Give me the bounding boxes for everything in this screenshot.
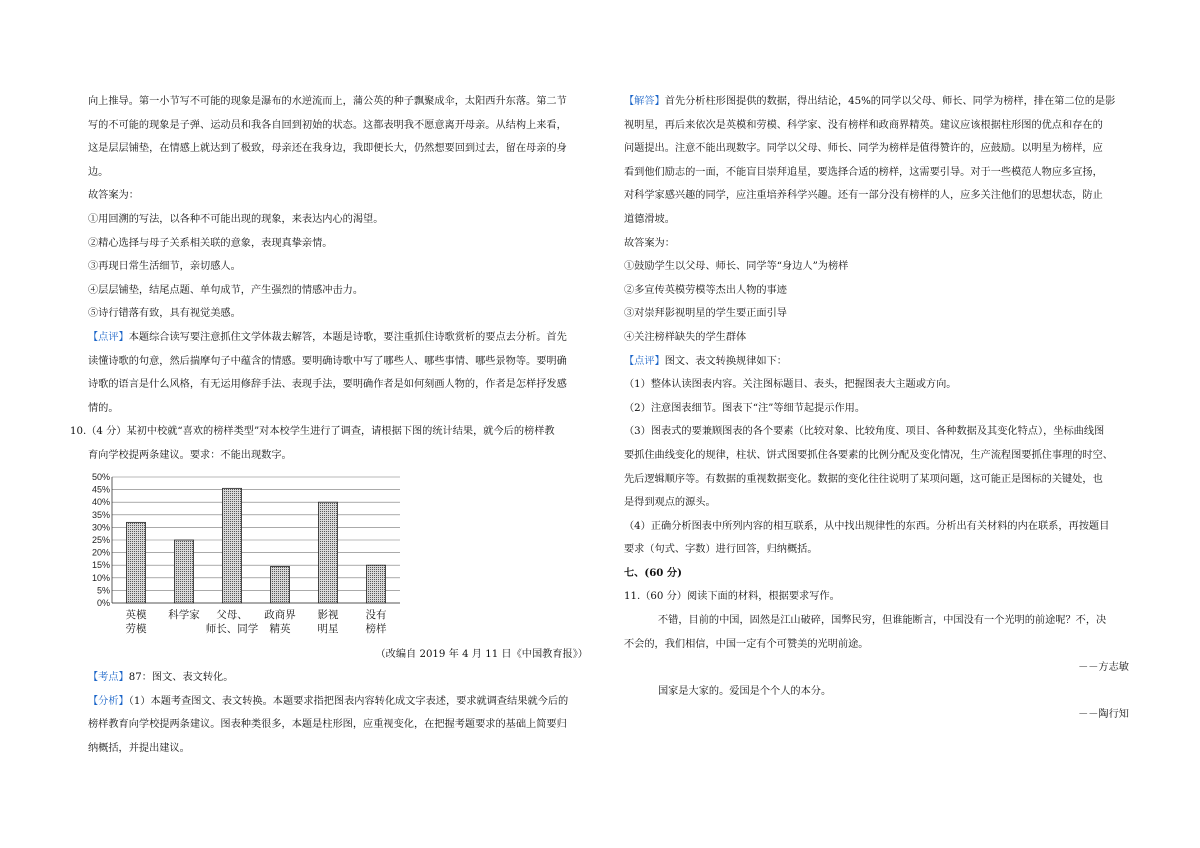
quote-1-line: 不错，目前的中国，固然是江山破碎，国弊民穷，但谁能断言，中国没有一个光明的前途呢？不，决 xyxy=(658,615,1107,627)
left-column xyxy=(70,90,588,760)
bar xyxy=(367,565,386,603)
comment-line: 读懂诗歌的句意，然后揣摩句子中蕴含的情感。要明确诗歌中写了哪些人、哪些事情、哪些景物等。要明确 xyxy=(88,355,567,367)
kaodian-text: 87：图文、表文转化。 xyxy=(128,672,234,684)
question-11: 11.（60 分）阅读下面的材料，根据要求写作。 xyxy=(624,591,840,603)
intro-line: 边。 xyxy=(88,166,109,178)
jieda-line: 问题提出。注意不能出现数字。同学以父母、师长、同学为榜样是值得赞许的，应鼓励。以明星为榜样，应 xyxy=(624,143,1103,155)
x-category-label: 父母、 xyxy=(216,608,248,621)
dianping-text: 图文、表文转换规律如下： xyxy=(664,355,787,367)
kaodian-tag: 【考点】 xyxy=(88,672,129,684)
chart-caption: （改编自 2019 年 4 月 11 日《中国教育报》） xyxy=(375,648,588,660)
fenxi-line: 纳概括，并提出建议。 xyxy=(88,742,190,754)
fenxi-tag: 【分析】 xyxy=(88,695,129,707)
y-tick-label: 45% xyxy=(91,484,110,495)
y-tick-label: 10% xyxy=(91,572,110,583)
answer-item: ②多宣传英模劳模等杰出人物的事迹 xyxy=(624,284,787,296)
jieda-line: 对科学家感兴趣的同学，应注重培养科学兴趣。还有一部分没有榜样的人，应多关注他们的思想状态，防止 xyxy=(624,190,1103,202)
answer-item: ③对崇拜影视明星的学生要正面引导 xyxy=(624,308,787,320)
x-category-label: 明星 xyxy=(317,622,339,635)
y-tick-label: 50% xyxy=(91,471,110,482)
rule-line: 先后逻辑顺序等。有数据的重视数据变化。数据的变化往往说明了某项问题，这可能正是图标的关键处，也 xyxy=(624,473,1103,485)
answer-item: ⑤诗行错落有致，具有视觉美感。 xyxy=(88,308,241,320)
intro-line: 写的不可能的现象是子弹、运动员和我各自回到初始的状态。这都表明我不愿意离开母亲。从结构上来看， xyxy=(88,119,567,131)
intro-line: 向上推导。第一小节写不可能的现象是瀑布的水逆流而上，蒲公英的种子飘聚成伞，太阳西升东落。第二节 xyxy=(88,96,567,107)
x-category-label: 精英 xyxy=(269,622,291,635)
quote-2-author: －－陶行知 xyxy=(1078,709,1129,721)
comment-line: 本题综合读写要注意抓住文学体裁去解答，本题是诗歌，要注重抓住诗歌赏析的要点去分析。首先 xyxy=(128,331,567,343)
bar xyxy=(127,522,146,603)
y-tick-label: 40% xyxy=(91,496,110,507)
jieda-line: 道德滑坡。 xyxy=(624,213,675,225)
x-category-label: 榜样 xyxy=(365,622,387,635)
bar xyxy=(271,566,290,603)
answer-item: ①鼓励学生以父母、师长、同学等“身边人”为榜样 xyxy=(624,261,849,273)
answer-item: ②精心选择与母子关系相关联的意象，表现真挚亲情。 xyxy=(88,237,333,249)
bar xyxy=(319,502,338,603)
jieda-tag: 【解答】 xyxy=(624,96,665,107)
comment-line: 情的。 xyxy=(88,402,119,414)
comment-paragraph xyxy=(88,326,588,350)
jieda-line: 视明星，再后来依次是英模和劳模、科学家、没有榜样和政商界精英。建议应该根据柱形图的优点和存在的 xyxy=(624,119,1103,131)
x-category-label: 政商界 xyxy=(264,608,296,621)
x-category-label: 师长、同学 xyxy=(205,622,259,635)
y-tick-label: 0% xyxy=(96,597,110,608)
rule-line: （4）正确分析图表中所列内容的相互联系，从中找出规律性的东西。分析出有关材料的内在联系，再按题目 xyxy=(624,520,1110,532)
y-tick-label: 5% xyxy=(96,584,110,595)
section-7-heading: 七、(60 分) xyxy=(624,566,682,579)
answer-item: ③再现日常生活细节，亲切感人。 xyxy=(88,261,241,273)
answer-item: ④关注榜样缺失的学生群体 xyxy=(624,331,747,343)
bar-chart-svg xyxy=(88,471,588,643)
jieda-paragraph xyxy=(624,90,1129,114)
bar xyxy=(175,540,194,603)
question-10-line: 10.（4 分）某初中校就“喜欢的榜样类型”对本校学生进行了调查，请根据下图的统计结果，就今后的榜样教 xyxy=(70,426,555,438)
answer-label: 故答案为： xyxy=(88,190,139,202)
fenxi-line: （1）本题考查图文、表文转换。本题要求指把图表内容转化成文字表述，要求就调查结果就今后的 xyxy=(128,695,569,707)
comment-line: 诗歌的语言是什么风格，有无运用修辞手法、表现手法，要明确作者是如何刻画人物的，作者是怎样抒发感 xyxy=(88,379,567,391)
fenxi-paragraph xyxy=(88,690,588,714)
y-tick-label: 15% xyxy=(91,559,110,570)
x-category-label: 英模 xyxy=(125,608,147,621)
x-category-label: 没有 xyxy=(365,608,387,621)
bar xyxy=(223,488,242,603)
quote-2: 国家是大家的。爱国是个个人的本分。 xyxy=(658,685,832,697)
answer-label: 故答案为： xyxy=(624,237,675,249)
question-10-line: 育向学校提两条建议。要求：不能出现数字。 xyxy=(88,449,292,461)
quote-1-author: －－方志敏 xyxy=(1078,662,1129,674)
jieda-line: 看到他们励志的一面，不能盲目崇拜追星，要选择合适的榜样，这需要引导。对于一些模范人物应多宣扬， xyxy=(624,166,1103,178)
y-tick-label: 30% xyxy=(91,521,110,532)
rule-line: （2）注意图表细节。图表下“注”等细节起提示作用。 xyxy=(624,402,866,414)
dianping-tag: 【点评】 xyxy=(624,355,665,367)
x-category-label: 科学家 xyxy=(168,608,200,621)
comment-tag: 【点评】 xyxy=(88,331,129,343)
rule-line: （3）图表式的要兼顾图表的各个要素（比较对象、比较角度、项目、各种数据及其变化特点），坐标曲线图 xyxy=(624,426,1105,438)
x-category-label: 影视 xyxy=(317,608,339,621)
dianping-paragraph xyxy=(624,350,1129,374)
answer-item: ①用回溯的写法，以各种不可能出现的现象，来表达内心的渴望。 xyxy=(88,213,384,225)
y-tick-label: 35% xyxy=(91,509,110,520)
rule-line: 要求（句式、字数）进行回答，归纳概括。 xyxy=(624,544,818,556)
jieda-line: 首先分析柱形图提供的数据，得出结论，45%的同学以父母、师长、同学为榜样，排在第二位的是影 xyxy=(664,96,1116,107)
rule-line: 是得到观点的源头。 xyxy=(624,497,716,509)
y-tick-label: 20% xyxy=(91,547,110,558)
intro-line: 这是层层铺垫，在情感上就达到了极致，母亲还在我身边，我即便长大，仍然想要回到过去，留在母亲的身 xyxy=(88,143,567,155)
rule-line: 要抓住曲线变化的规律，柱状、饼式图要抓住各要素的比例分配及变化情况，生产流程图要抓住事理的时空、 xyxy=(624,449,1113,461)
quote-1-line: 不会的，我们相信，中国一定有个可赞美的光明前途。 xyxy=(624,638,869,650)
rule-line: （1）整体认读图表内容。关注图标题目、表头，把握图表大主题或方向。 xyxy=(624,379,957,391)
y-tick-label: 25% xyxy=(91,534,110,545)
right-column xyxy=(624,90,1129,727)
kaodian-paragraph xyxy=(88,666,588,690)
bar-chart xyxy=(88,471,588,643)
fenxi-line: 榜样教育向学校提两条建议。图表种类很多，本题是柱形图，应重视变化，在把握考题要求的基础上简要归 xyxy=(88,719,567,731)
x-category-label: 劳模 xyxy=(125,622,147,635)
answer-item: ④层层铺垫，结尾点题、单句成节，产生强烈的情感冲击力。 xyxy=(88,284,364,296)
